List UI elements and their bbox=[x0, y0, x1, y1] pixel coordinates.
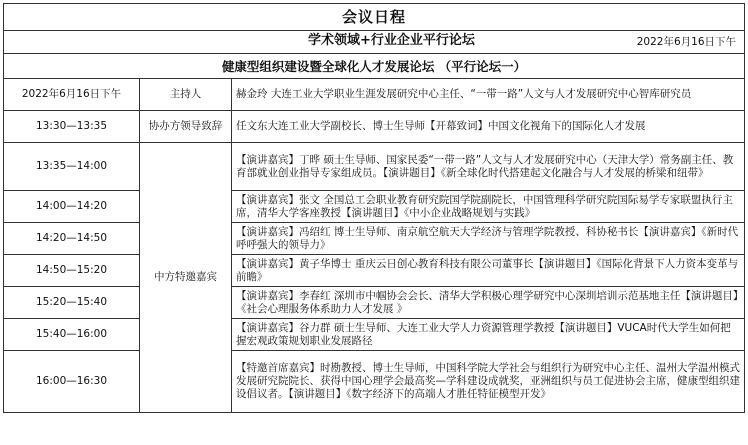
forum-title: 健康型组织建设暨全球化人才发展论坛 （平行论坛一） bbox=[4, 54, 745, 79]
table-row bbox=[4, 223, 745, 255]
time-cell: 14:50—15:20 bbox=[4, 255, 140, 287]
agenda-table bbox=[3, 3, 745, 413]
page-title: 会议日程 bbox=[4, 4, 745, 31]
table-row bbox=[4, 287, 745, 319]
table-row bbox=[4, 351, 745, 413]
merged-role-cell: 中方特邀嘉宾 bbox=[140, 143, 232, 413]
table-row bbox=[4, 255, 745, 287]
table-row bbox=[4, 191, 745, 223]
title-row bbox=[4, 4, 745, 31]
table-row bbox=[4, 111, 745, 143]
content-cell: 【特邀首席嘉宾】时勘教授、博士生导师，中国科学院大学社会与组织行为研究中心主任、温州大学温州模式发展研究院院长、获得中国心理学会最高奖—学科建设成就奖，亚洲组织与员工促进协会主席，健康型组织建设倡议者。【演讲题目】《数字经济下的高端人才胜任特征模型开发》 bbox=[232, 351, 745, 413]
content-cell: 【演讲嘉宾】黄子华博士 重庆云日创心教育科技有限公司董事长【演讲题目】《国际化背景下人力资本变革与前瞻》 bbox=[232, 255, 745, 287]
content-cell: 【演讲嘉宾】丁晔 硕士生导师、国家民委“一带一路”人文与人才发展研究中心（天津大学）常务副主任、教育部就业创业指导专家组成员。【演讲题目】《新全球化时代搭建起文化融合与人才发展的桥梁和纽带》 bbox=[232, 143, 745, 191]
time-cell: 2022年6月16日下午 bbox=[4, 79, 140, 111]
time-cell: 13:30—13:35 bbox=[4, 111, 140, 143]
subtitle-date: 2022年6月16日下午 bbox=[636, 36, 736, 48]
content-cell: 【演讲嘉宾】张文 全国总工会职业教育研究院国学院副院长，中国管理科学研究院国际易学专家联盟执行主席，清华大学客座教授【演讲题目】《中小企业战略规划与实践》 bbox=[232, 191, 745, 223]
time-cell: 15:40—16:00 bbox=[4, 319, 140, 351]
time-cell: 15:20—15:40 bbox=[4, 287, 140, 319]
forum-title-row bbox=[4, 54, 745, 79]
content-cell: 【演讲嘉宾】谷力群 硕士生导师、大连工业大学人力资源管理学教授【演讲题目】VUCA时代大学生如何把握宏观政策规划职业发展路径 bbox=[232, 319, 745, 351]
time-cell: 13:35—14:00 bbox=[4, 143, 140, 191]
table-row bbox=[4, 143, 745, 191]
content-cell: 【演讲嘉宾】冯绍红 博士生导师、南京航空航天大学经济与管理学院教授、科协秘书长【演讲嘉宾】《新时代呼呼强大的领导力》 bbox=[232, 223, 745, 255]
content-cell: 【演讲嘉宾】李春红 深圳市中帼协会会长、清华大学积极心理学研究中心深圳培训示范基地主任【演讲题目】《社会心理服务体系助力人才发展 》 bbox=[232, 287, 745, 319]
time-cell: 14:00—14:20 bbox=[4, 191, 140, 223]
table-row bbox=[4, 79, 745, 111]
role-cell: 协办方领导致辞 bbox=[140, 111, 232, 143]
content-cell: 赫金玲 大连工业大学职业生涯发展研究中心主任、“一带一路”人文与人才发展研究中心智库研究员 bbox=[232, 79, 745, 111]
subtitle: 学术领域+行业企业平行论坛 bbox=[308, 33, 475, 48]
table-row bbox=[4, 319, 745, 351]
content-cell: 任文东大连工业大学副校长、博士生导师【开幕致词】中国文化视角下的国际化人才发展 bbox=[232, 111, 745, 143]
time-cell: 16:00—16:30 bbox=[4, 351, 140, 413]
time-cell: 14:20—14:50 bbox=[4, 223, 140, 255]
role-cell: 主持人 bbox=[140, 79, 232, 111]
subtitle-row bbox=[4, 31, 745, 54]
